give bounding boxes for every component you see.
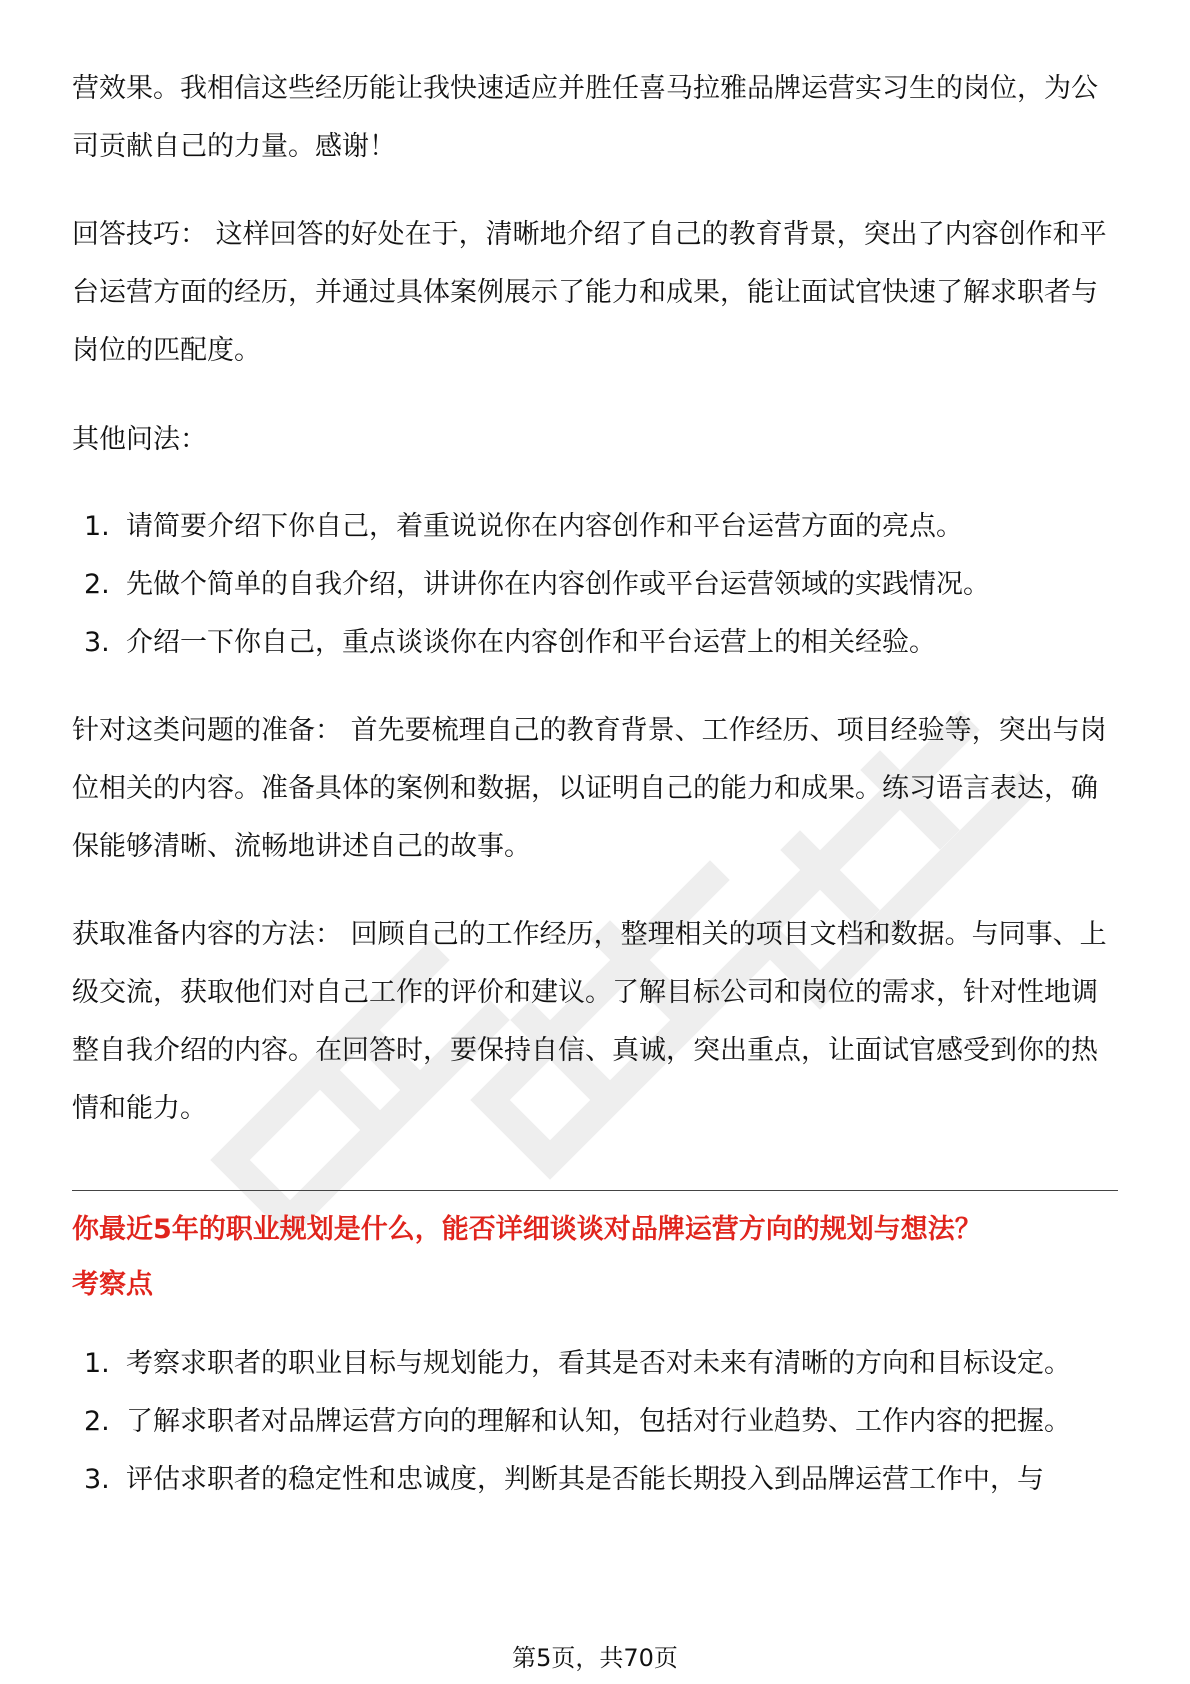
list-number: 1. [84, 1348, 110, 1379]
list-number: 1. [84, 511, 110, 542]
list-text: 了解求职者对品牌运营方向的理解和认知，包括对行业趋势、工作内容的把握。 [126, 1406, 1071, 1437]
list-item [84, 556, 990, 614]
question-title: 你最近5年的职业规划是什么，能否详细谈谈对品牌运营方向的规划与想法？ [72, 1214, 982, 1245]
page-number: 第5页，共70页 [512, 1644, 678, 1672]
paragraph-preparation: 针对这类问题的准备： 首先要梳理自己的教育背景、工作经历、项目经验等，突出与岗位相关的内容。准备具体的案例和数据，以证明自己的能力和成果。练习语言表达，确保能够清晰、流畅地讲述自己的故事。 [72, 715, 1107, 862]
section-divider [72, 1190, 1118, 1191]
question-subheading: 考察点 [72, 1269, 153, 1300]
list-item [84, 1451, 1118, 1509]
list-number: 3. [84, 627, 110, 658]
list-text: 先做个简单的自我介绍，讲讲你在内容创作或平台运营领域的实践情况。 [126, 569, 990, 600]
paragraph-method: 获取准备内容的方法： 回顾自己的工作经历，整理相关的项目文档和数据。与同事、上级交流，获取他们对自己工作的评价和建议。了解目标公司和岗位的需求，针对性地调整自我介绍的内容。在回答时，要保持自信、真诚，突出重点，让面试官感受到你的热情和能力。 [72, 919, 1107, 1124]
list-text: 介绍一下你自己，重点谈谈你在内容创作和平台运营上的相关经验。 [126, 627, 936, 658]
list-number: 2. [84, 569, 110, 600]
assessment-points-list [84, 1335, 1118, 1509]
list-item [84, 498, 990, 556]
list-item [84, 614, 990, 672]
other-questions-list [84, 498, 990, 672]
list-number: 3. [84, 1464, 110, 1495]
paragraph-answer-tips: 回答技巧： 这样回答的好处在于，清晰地介绍了自己的教育背景，突出了内容创作和平台运营方面的经历，并通过具体案例展示了能力和成果，能让面试官快速了解求职者与岗位的匹配度。 [72, 219, 1107, 366]
list-text: 评估求职者的稳定性和忠诚度，判断其是否能长期投入到品牌运营工作中，与 [126, 1464, 1044, 1495]
list-item [84, 1335, 1118, 1393]
list-number: 2. [84, 1406, 110, 1437]
list-text: 请简要介绍下你自己，着重说说你在内容创作和平台运营方面的亮点。 [126, 511, 963, 542]
list-text: 考察求职者的职业目标与规划能力，看其是否对未来有清晰的方向和目标设定。 [126, 1348, 1071, 1379]
list-item [84, 1393, 1118, 1451]
other-questions-heading: 其他问法： [72, 424, 207, 455]
paragraph-closing: 营效果。我相信这些经历能让我快速适应并胜任喜马拉雅品牌运营实习生的岗位，为公司贡献自己的力量。感谢！ [72, 73, 1098, 162]
